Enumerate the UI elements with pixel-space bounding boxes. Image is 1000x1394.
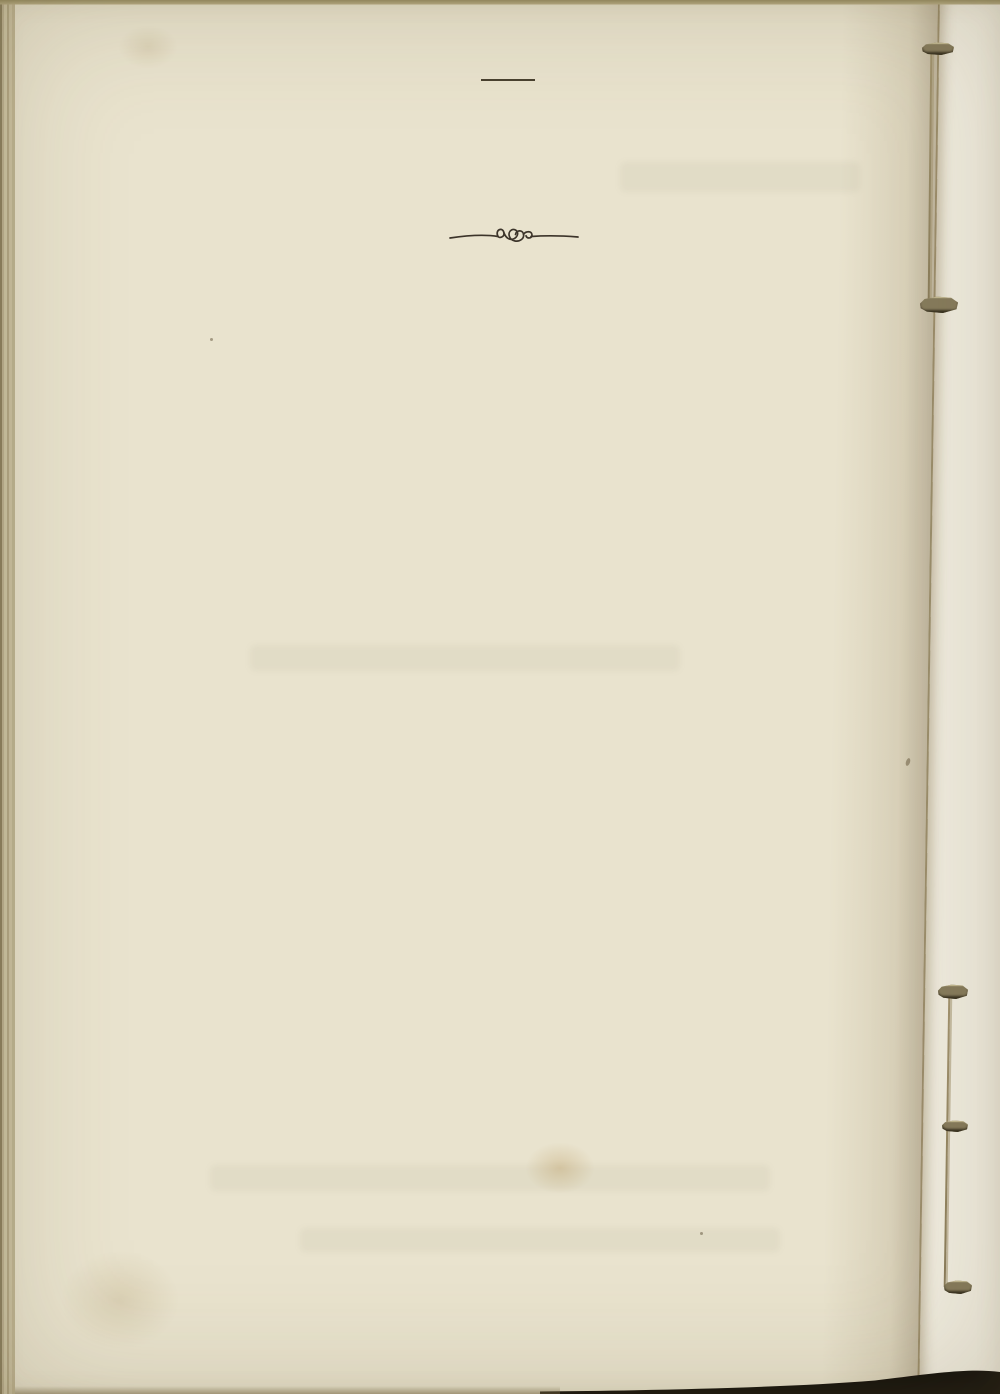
- stain: [525, 1142, 595, 1194]
- page-top-edge: [0, 0, 1000, 5]
- text-block: [158, 117, 858, 258]
- stain: [60, 1250, 180, 1350]
- page-left-edges: [0, 0, 15, 1394]
- speck: [210, 338, 213, 341]
- show-through: [210, 1165, 770, 1191]
- page-number: [481, 74, 535, 81]
- show-through: [250, 645, 680, 671]
- asterisk-divider: [158, 123, 858, 185]
- page-header: [158, 68, 858, 86]
- ornament-flourish-icon: [448, 225, 580, 249]
- page-bottom-edge: [0, 1386, 560, 1394]
- ornament-row: [448, 225, 858, 258]
- stain: [118, 25, 178, 69]
- speck: [700, 1232, 703, 1235]
- show-through: [300, 1228, 780, 1252]
- backdrop-corner: [540, 1366, 1000, 1394]
